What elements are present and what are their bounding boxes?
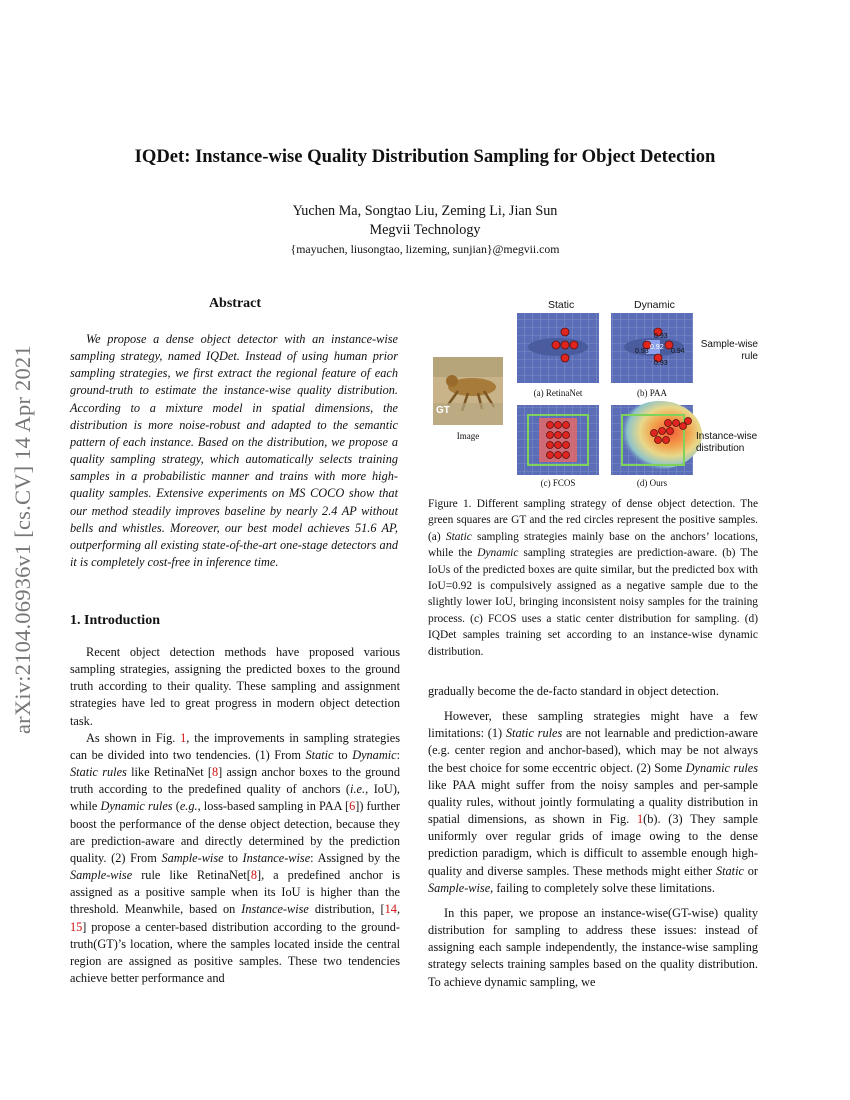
section-heading-introduction: 1. Introduction — [70, 613, 160, 628]
figure-1 — [428, 295, 768, 490]
affiliation: Megvii Technology — [369, 222, 481, 238]
sample-point — [561, 354, 569, 362]
abstract-heading: Abstract — [208, 296, 262, 311]
image-label: Image — [456, 431, 480, 441]
panel-d-ours — [611, 401, 702, 475]
panel-b-paa — [611, 313, 693, 383]
panel-d-caption: (d) Ours — [636, 478, 668, 488]
panel-c-fcos — [517, 405, 599, 475]
figure-1-caption — [428, 496, 758, 660]
iou-value-label: 0.93 — [654, 360, 668, 367]
caption-text: Figure 1. Different sampling strategy of dense object detection. The green squares are GT and the red circles represent the positive samples. (a) Static sampling strategies mainly base on the anchors’ locations, while the Dynamic sampling strategies are prediction-aware. (b) The IoUs of the predicted boxes are quite similar, but the predicted box with IoU=0.92 is compulsively assigned as a negative sample due to the slightly lower IoU, bringing inconsistent noisy samples for the training process. (c) FCOS uses a static center distribution for sampling. (d) IQDet samples training set according to an instance-wise dynamic distribution. — [428, 498, 758, 658]
sample-point — [561, 328, 569, 336]
intro-continuation: gradually become the de-facto standard in object detection. — [428, 684, 719, 698]
iou-value-label: 0.94 — [671, 348, 685, 355]
abstract-paragraph: We propose a dense object detector with an instance-wise sampling strategy, named IQDet. Instead of using human prior sampling strategies, we first extract the regional feature of each ground-truth to estimate the instance-wise quality distribution. According to a mixture model in spatial dimensions, the distribution is more noise-robust and adapted to the semantic pattern of each instance. Based on the distribution, we propose a quality sampling strategy, which automatically selects training samples in a probabilistic manner and trains with more high-quality samples. Extensive experiments on MS COCO show that our method steadily improves baseline by nearly 2.4 AP without bells and whistles. Moreover, our best model achieves 51.6 AP, outperforming all existing state-of-the-art one-stage detectors and it is completely cost-free in inference time. — [70, 332, 398, 570]
iou-value-label: 0.93 — [635, 348, 649, 355]
abstract-text — [70, 331, 398, 571]
citation-link[interactable]: 6 — [349, 799, 356, 814]
panel-c-caption: (c) FCOS — [540, 478, 576, 488]
sample-point — [570, 341, 578, 349]
introduction-right-column — [428, 683, 758, 991]
citation-link[interactable]: 8 — [250, 868, 257, 883]
static-label: Static — [548, 299, 575, 311]
sample-point — [552, 341, 560, 349]
intro-paragraph-4: In this paper, we propose an instance-wise(GT-wise) quality distribution for sampling to address these issues: instead of assigning each sample independently, the instance-wise sampling strategy selects training samples based on the quality distribution. To achieve dynamic sampling, we — [428, 905, 758, 989]
iou-value-label: 0.92 — [650, 344, 664, 351]
dynamic-label: Dynamic — [634, 299, 675, 311]
panel-a-caption: (a) RetinaNet — [533, 388, 583, 398]
citation-link[interactable]: 15 — [70, 919, 83, 934]
figure-ref-link[interactable]: 1 — [637, 812, 644, 827]
intro-paragraph-3: However, these sampling strategies might have a few limitations: (1) Static rules are not learnable and prediction-aware (e.g. center region and anchor-based), which may be not always the best choice for some eccentric object. (2) Some Dynamic rules like PAA might suffer from the noisy samples and per-sample quality rules, without jointly formulating a quality distribution in spatial dimensions, as shown in Fig. 1(b). (3) They sample uniformly over regular grids of image owing to the dense prediction paradigm, which is difficult to assemble enough high-quality and diverse samples. These methods might either Static or Sample-wise, failing to completely solve these limitations. — [428, 709, 759, 895]
citation-link[interactable]: 8 — [211, 765, 219, 780]
panel-b-caption: (b) PAA — [637, 388, 667, 398]
author-names: Yuchen Ma, Songtao Liu, Zeming Li, Jian Sun — [292, 203, 558, 219]
author-block — [0, 202, 850, 259]
intro-paragraph-1: Recent object detection methods have proposed various sampling strategies, assigning the predicted boxes to the ground truth according to their quality. These sampling and assignment strategies have led to great progress in modern object detection task. — [70, 645, 400, 728]
sample-wise-rule-label: Sample-wise rule — [700, 339, 758, 362]
intro-paragraph-2: As shown in Fig. 1, the improvements in sampling strategies can be divided into two tendencies. (1) From Static to Dynamic: Static rules like RetinaNet [8] assign anchor boxes to the ground truth according to the predefined quality of anchors (i.e., IoU), while Dynamic rules (e.g., loss-based sampling in PAA [6]) further boost the performance of the dense object detection, because they are prediction-aware and directly determined by the prediction quality. (2) From Sample-wise to Instance-wise: Assigned by the Sample-wise rule like RetinaNet[8], a predefined anchor is assigned as a positive sample when its IoU is higher than the threshold. Meanwhile, based on Instance-wise distribution, [14, 15] propose a center-based distribution according to the ground-truth(GT)’s location, where the samples located inside the central region are assigned as positive samples. These two tendencies achieve better performance and — [70, 730, 401, 985]
figure-ref-link[interactable]: 1 — [180, 730, 187, 745]
iou-value-label: 0.93 — [654, 333, 668, 340]
author-emails: {mayuchen, liusongtao, lizeming, sunjian}@megvii.com — [290, 242, 560, 256]
sample-point — [561, 341, 569, 349]
citation-link[interactable]: 14 — [384, 902, 397, 917]
panel-a-retinanet — [517, 313, 599, 383]
arxiv-identifier: arXiv:2104.06936v1 [cs.CV] 14 Apr 2021 — [10, 345, 35, 735]
instance-wise-distribution-label: Instance-wise distribution — [696, 431, 758, 454]
gt-label: GT — [436, 405, 450, 416]
paper-title: IQDet: Instance-wise Quality Distribution Sampling for Object Detection — [134, 146, 716, 167]
introduction-left-column — [70, 644, 400, 987]
